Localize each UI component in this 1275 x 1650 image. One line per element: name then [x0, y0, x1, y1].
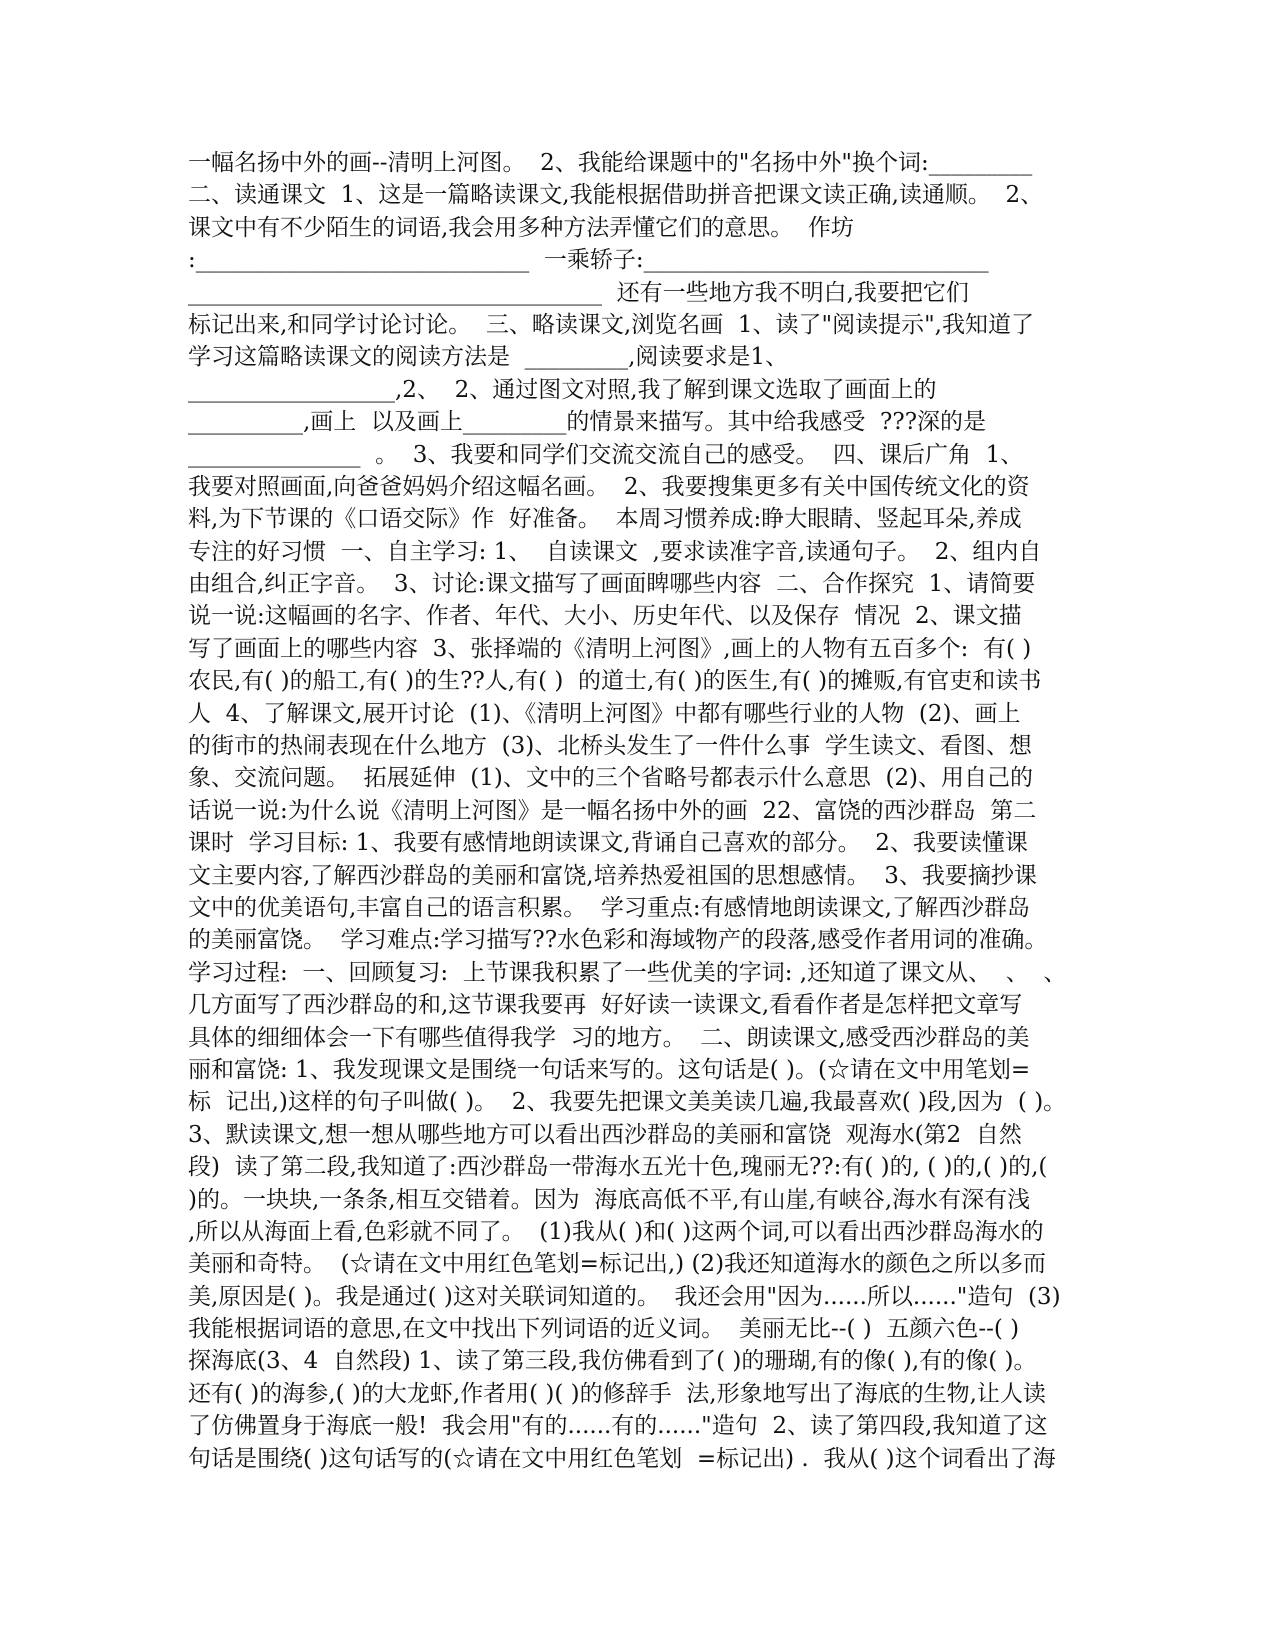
- document-body: [188, 147, 1088, 1475]
- text-line: 课时 学习目标: 1、我要有感情地朗读课文,背诵自己喜欢的部分。 2、我要读懂课: [188, 830, 1028, 857]
- text-line: 二、读通课文 1、这是一篇略读课文,我能根据借助拼音把课文读正确,读通顺。 2、: [188, 182, 1044, 209]
- text-line: 还有( )的海参,( )的大龙虾,作者用( )( )的修辞手 法,形象地写出了海底的生物,让人读: [188, 1380, 1046, 1407]
- text-line: 我要对照画面,向爸爸妈妈介绍这幅名画。 2、我要搜集更多有关中国传统文化的资: [188, 473, 1030, 500]
- text-line: 一幅名扬中外的画--清明上河图。 2、我能给课题中的"名扬中外"换个词:_________: [188, 150, 1033, 176]
- text-line: 我能根据词语的意思,在文中找出下列词语的近义词。 美丽无比--( ) 五颜六色--( ): [188, 1316, 1020, 1343]
- text-line: )的。一块块,一条条,相互交错着。因为 海底高低不平,有山崖,有峡谷,海水有深有浅: [188, 1186, 1031, 1213]
- text-line: 写了画面上的哪些内容 3、张择端的《清明上河图》,画上的人物有五百多个: 有( ): [188, 635, 1032, 662]
- text-line: 探海底(3、4 自然段) 1、读了第三段,我仿佛看到了( )的珊瑚,有的像( ),有的像( )。: [188, 1348, 1037, 1375]
- text-line: 段) 读了第二段,我知道了:西沙群岛一带海水五光十色,瑰丽无??:有( )的, ( )的,( )的,(: [188, 1154, 1048, 1181]
- text-line: :_____________________________ 一乘轿子:______________________________: [188, 247, 989, 274]
- text-line: 农民,有( )的船工,有( )的生??人,有( ) 的道士,有( )的医生,有( )的摊贩,有官吏和读书: [188, 668, 1042, 695]
- text-line: 专注的好习惯 一、自主学习: 1、 自读课文 ,要求读准字音,读通句子。 2、组内自: [188, 538, 1042, 565]
- text-line: __________________,2、 2、通过图文对照,我了解到课文选取了画面上的: [188, 376, 937, 403]
- text-line: 了仿佛置身于海底一般! 我会用"有的......有的......"造句 2、读了第四段,我知道了这: [188, 1413, 1048, 1440]
- text-line: 学习这篇略读课文的阅读方法是 _________,阅读要求是1、: [188, 344, 789, 371]
- text-line: 丽和富饶: 1、我发现课文是围绕一句话来写的。这句话是( )。(☆请在文中用笔划=: [188, 1056, 1031, 1083]
- text-line: 的美丽富饶。 学习难点:学习描写??水色彩和海域物产的段落,感受作者用词的准确。: [188, 927, 1048, 954]
- text-line: ,所以从海面上看,色彩就不同了。 (1)我从( )和( )这两个词,可以看出西沙群岛海水的: [188, 1218, 1044, 1245]
- text-line: 3、默读课文,想一想从哪些地方可以看出西沙群岛的美丽和富饶 观海水(第2 自然: [188, 1121, 1022, 1148]
- text-line: 人 4、了解课文,展开讨论 (1)、《清明上河图》中都有哪些行业的人物 (2)、画上: [188, 700, 1021, 727]
- text-line: 美丽和奇特。 (☆请在文中用红色笔划=标记出,) (2)我还知道海水的颜色之所以多而: [188, 1251, 1047, 1278]
- text-line: 具体的细细体会一下有哪些值得我学 习的地方。 二、朗读课文,感受西沙群岛的美: [188, 1024, 1030, 1051]
- text-line: 文中的优美语句,丰富自己的语言积累。 学习重点:有感情地朗读课文,了解西沙群岛: [188, 894, 1030, 921]
- text-line: 的街市的热闹表现在什么地方 (3)、北桥头发生了一件什么事 学生读文、看图、想: [188, 733, 1032, 760]
- text-line: 句话是围绕( )这句话写的(☆请在文中用红色笔划 =标记出) . 我从( )这个词看出了海: [188, 1445, 1056, 1472]
- text-line: 标 记出,)这样的句子叫做( )。 2、我要先把课文美美读几遍,我最喜欢( )段,因为 ( )。: [188, 1089, 1067, 1116]
- text-line: 课文中有不少陌生的词语,我会用多种方法弄懂它们的意思。 作坊: [188, 214, 854, 241]
- text-line: 象、交流问题。 拓展延伸 (1)、文中的三个省略号都表示什么意思 (2)、用自己的: [188, 765, 1034, 792]
- text-line: 标记出来,和同学讨论讨论。 三、略读课文,浏览名画 1、读了"阅读提示",我知道了: [188, 311, 1034, 338]
- text-line: _______________ 。 3、我要和同学们交流交流自己的感受。 四、课后广角 1、: [188, 441, 1024, 468]
- text-line: 料,为下节课的《口语交际》作 好准备。 本周习惯养成:睁大眼睛、竖起耳朵,养成: [188, 506, 1022, 533]
- text-line: 由组合,纠正字音。 3、讨论:课文描写了画面睥哪些内容 二、合作探究 1、请简要: [188, 571, 1036, 598]
- text-line: 美,原因是( )。我是通过( )这对关联词知道的。 我还会用"因为......所以......"造句 (3): [188, 1283, 1061, 1310]
- text-line: 文主要内容,了解西沙群岛的美丽和富饶,培养热爱祖国的思想感情。 3、我要摘抄课: [188, 862, 1037, 889]
- text-line: __________,画上 以及画上_________的情景来描写。其中给我感受 ???深的是: [188, 409, 987, 436]
- text-line: 话说一说:为什么说《清明上河图》是一幅名扬中外的画 22、富饶的西沙群岛 第二: [188, 797, 1037, 824]
- text-line: 几方面写了西沙群岛的和,这节课我要再 好好读一读课文,看看作者是怎样把文章写: [188, 992, 1023, 1019]
- text-line: ____________________________________ 还有一些地方我不明白,我要把它们: [188, 279, 969, 306]
- text-line: 学习过程: 一、回顾复习: 上节课我积累了一些优美的字词: ,还知道了课文从、 、 、: [188, 959, 1067, 986]
- text-line: 说一说:这幅画的名字、作者、年代、大小、历史年代、以及保存 情况 2、课文描: [188, 603, 1022, 630]
